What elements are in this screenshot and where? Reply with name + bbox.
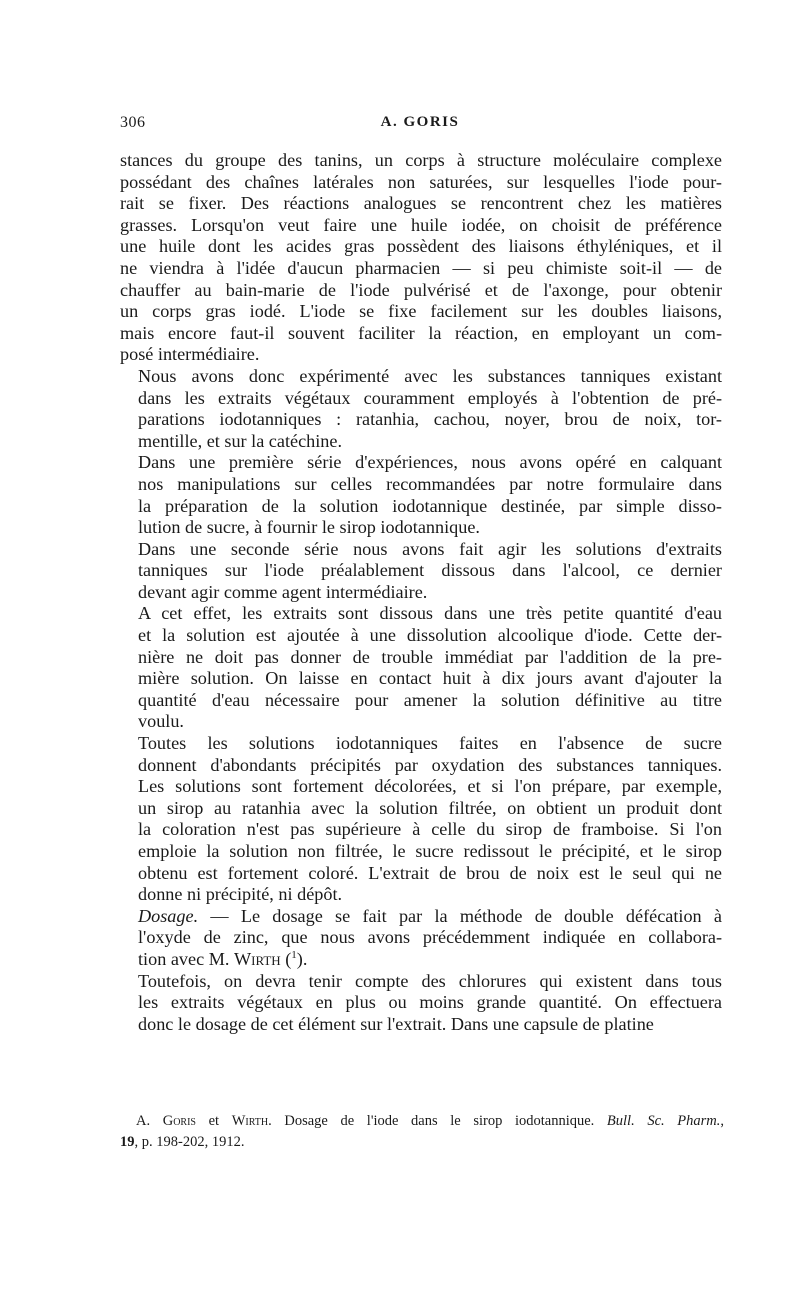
- line-text: chauffer au bain-marie de l'iode pulvérisé et de l'axonge, pour obtenir: [120, 279, 722, 300]
- line-text: posé intermédiaire.: [120, 344, 260, 365]
- text-line: [120, 344, 722, 366]
- text-line: [120, 776, 722, 798]
- author-name: Wirth: [233, 948, 281, 969]
- line-text: les extraits végétaux en plus ou moins grande quantité. On effectuera: [138, 992, 722, 1013]
- line-text: nière ne doit pas donner de trouble immédiat par l'addition de la pre-: [138, 646, 722, 667]
- text-line: [120, 323, 722, 345]
- text-line: [120, 280, 722, 302]
- line-text: et la solution est ajoutée à une dissolution alcoolique d'iode. Cette der-: [138, 625, 722, 646]
- line-text: nos manipulations sur celles recommandées par notre formulaire dans: [138, 473, 722, 494]
- line-text: un corps gras iodé. L'iode se fixe facilement sur les doubles liaisons,: [120, 301, 722, 322]
- line-text: mière solution. On laisse en contact huit à dix jours avant d'ajouter la: [138, 668, 722, 689]
- text-line: [120, 819, 722, 841]
- text-line: [120, 431, 722, 453]
- line-text: Nous avons donc expérimenté avec les substances tanniques existant: [138, 365, 722, 386]
- text-line: [120, 366, 722, 388]
- line-text: mentille, et sur la catéchine.: [138, 430, 343, 451]
- text-line: [120, 1014, 722, 1036]
- paragraph: [120, 539, 722, 604]
- text-line: [120, 150, 722, 172]
- text-line: [120, 668, 722, 690]
- line-text: donnent d'abondants précipités par oxydation des substances tanniques.: [138, 754, 722, 775]
- line-text: voulu.: [138, 711, 184, 732]
- text-line: tion avec M. Wirth ($^1$).: [138, 948, 308, 969]
- text-line: [120, 711, 722, 733]
- text-line: [120, 193, 722, 215]
- line-text: Toutes les solutions iodotanniques faites en l'absence de sucre: [138, 733, 722, 754]
- text-line: [120, 215, 722, 237]
- text-line: [120, 971, 722, 993]
- line-text: devant agir comme agent intermédiaire.: [138, 581, 428, 602]
- text-line: [120, 733, 722, 755]
- text-line: [120, 755, 722, 777]
- body-text: [120, 150, 722, 1035]
- footnote-line-2: [120, 1132, 724, 1153]
- footnote-author-1: A. Goris: [136, 1113, 196, 1129]
- text-line: [120, 496, 722, 518]
- text-line: [120, 172, 722, 194]
- line-text: donne ni précipité, ni dépôt.: [138, 884, 343, 905]
- text-line: [120, 906, 722, 928]
- line-text: dans les extraits végétaux couramment employés à l'obtention de pré-: [138, 387, 722, 408]
- footnote-line-1: [136, 1111, 724, 1132]
- paragraph: [120, 603, 722, 733]
- line-text: un sirop au ratanhia avec la solution filtrée, on obtient un produit dont: [138, 797, 722, 818]
- running-head: A. GORIS: [380, 114, 460, 130]
- line-text: A cet effet, les extraits sont dissous dans une très petite quantité d'eau: [138, 603, 722, 624]
- line-text: ).: [296, 948, 308, 969]
- paragraph: [120, 906, 722, 971]
- paragraph: [120, 150, 722, 366]
- line-text: tanniques sur l'iode préalablement dissous dans l'alcool, ce dernier: [138, 560, 722, 581]
- line-text: une huile dont les acides gras possèdent des liaisons éthyléniques, et il: [120, 236, 722, 257]
- line-text: parations iodotanniques : ratanhia, cachou, noyer, brou de noix, tor-: [138, 409, 722, 430]
- line-text: quantité d'eau nécessaire pour amener la solution définitive au titre: [138, 689, 722, 710]
- line-text: donc le dosage de cet élément sur l'extrait. Dans une capsule de platine: [138, 1013, 654, 1034]
- line-text: Toutefois, on devra tenir compte des chlorures qui existent dans tous: [138, 970, 722, 991]
- line-text: possédant des chaînes latérales non saturées, sur lesquelles l'iode pour-: [120, 171, 722, 192]
- text-line: [120, 647, 722, 669]
- paragraph: [120, 366, 722, 452]
- text-line: [120, 474, 722, 496]
- paragraph: [120, 452, 722, 538]
- text-line: [120, 539, 722, 561]
- paragraph: [120, 733, 722, 906]
- line-text: Les solutions sont fortement décolorées, et si l'on prépare, par exemple,: [138, 776, 722, 797]
- line-text: mais encore faut-il souvent faciliter la réaction, en employant un com-: [120, 322, 722, 343]
- text-line: [120, 603, 722, 625]
- line-text: la préparation de la solution iodotannique destinée, par simple disso-: [138, 495, 722, 516]
- footnote-author-2: Wirth: [231, 1113, 269, 1129]
- text-line: [120, 927, 722, 949]
- text-line: [120, 409, 722, 431]
- text-line: [120, 560, 722, 582]
- text-line: [120, 884, 722, 906]
- text-line: [120, 517, 722, 539]
- line-text: emploie la solution non filtrée, le sucre redissout le précipité, et le sirop: [138, 841, 722, 861]
- line-text: Dans une première série d'expériences, nous avons opéré en calquant: [138, 452, 722, 473]
- line-text: obtenu est fortement coloré. L'extrait de brou de noix est le seul qui ne: [138, 862, 722, 883]
- footnote-conjunction: et: [195, 1113, 232, 1129]
- line-text: la coloration n'est pas supérieure à celle du sirop de framboise. Si l'on: [138, 819, 722, 840]
- line-text: rait se fixer. Des réactions analogues se rencontrent chez les matières: [120, 193, 722, 214]
- footnote-journal: Bull. Sc. Pharm.: [606, 1113, 721, 1129]
- footnote-ref[interactable]: 1: [291, 948, 297, 961]
- footnote-volume: 19: [120, 1134, 135, 1150]
- text-line: [120, 625, 722, 647]
- footnote-comma: ,: [720, 1113, 724, 1129]
- line-text: Dans une seconde série nous avons fait agir les solutions d'extraits: [138, 538, 722, 559]
- footnote-title: . Dosage de l'iode dans le sirop iodotannique.: [268, 1113, 607, 1129]
- text-line: [120, 992, 722, 1014]
- text-line: [120, 388, 722, 410]
- section-lead: Dosage.: [138, 905, 199, 926]
- page-header: [120, 114, 720, 136]
- text-line: [120, 301, 722, 323]
- line-text: stances du groupe des tanins, un corps à structure moléculaire complexe: [120, 150, 722, 170]
- footnote-pages-year: , p. 198-202, 1912.: [134, 1134, 245, 1150]
- text-line: [120, 582, 722, 604]
- text-line: [120, 798, 722, 820]
- text-line: [120, 690, 722, 712]
- line-text: — Le dosage se fait par la méthode de double défécation à: [198, 905, 722, 926]
- page-number: 306: [120, 114, 146, 131]
- text-line: [120, 841, 722, 863]
- line-text: ne viendra à l'idée d'aucun pharmacien — si peu chimiste soit-il — de: [120, 257, 722, 278]
- line-text: l'oxyde de zinc, que nous avons précédemment indiquée en collabora-: [138, 927, 722, 948]
- line-text: lution de sucre, à fournir le sirop iodotannique.: [138, 517, 480, 538]
- text-line: [120, 452, 722, 474]
- line-text: tion avec M.: [138, 948, 234, 969]
- text-line: [120, 258, 722, 280]
- footnote: [120, 1111, 724, 1153]
- line-text: grasses. Lorsqu'on veut faire une huile iodée, on choisit de préférence: [120, 214, 722, 235]
- text-line: [120, 863, 722, 885]
- paragraph: [120, 971, 722, 1036]
- text-line: [120, 236, 722, 258]
